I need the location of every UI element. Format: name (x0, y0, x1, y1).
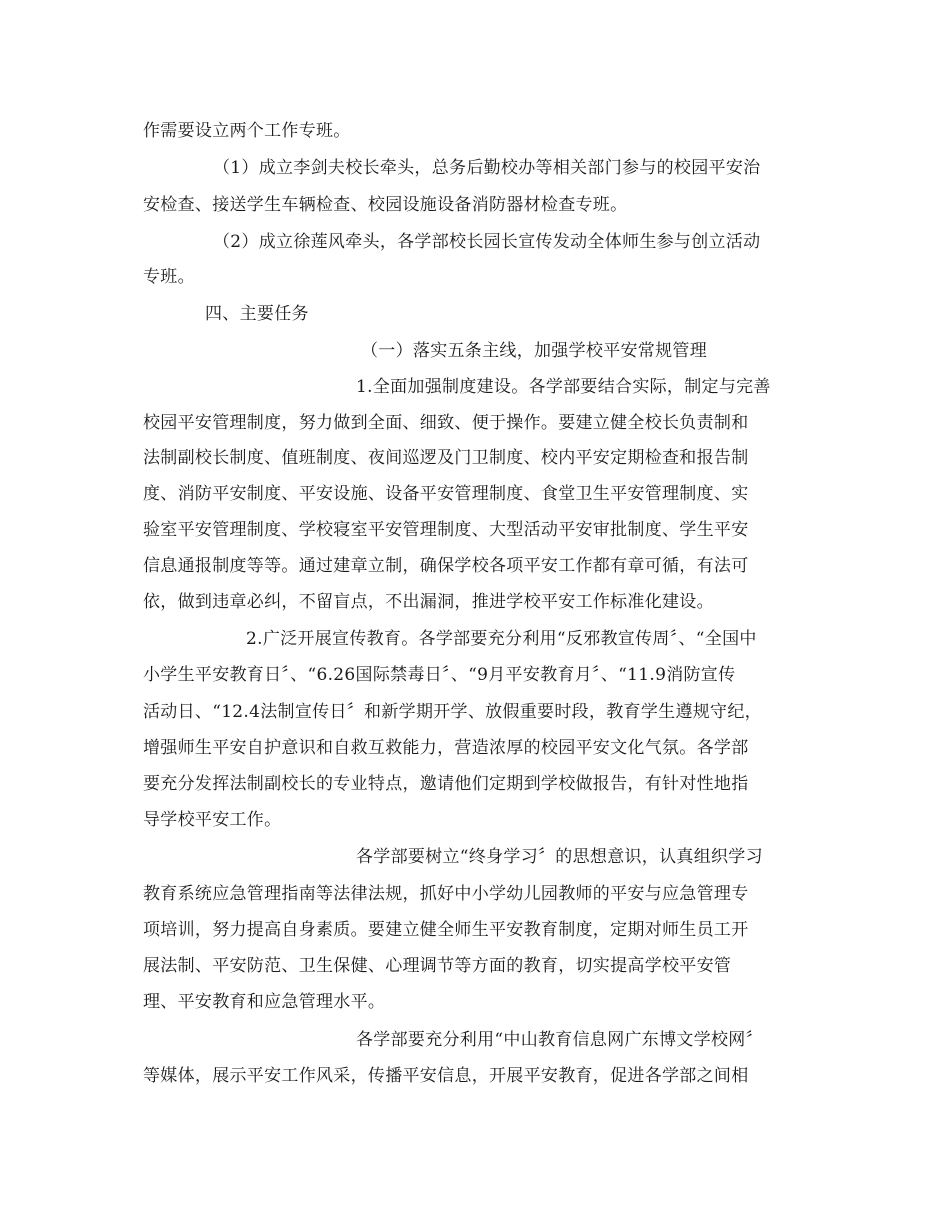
text-line: 专班。 (143, 267, 195, 287)
subsection-heading: （一）落实五条主线，加强学校平安常规管理 (361, 341, 707, 361)
text-line: 校园平安管理制度，努力做到全面、细致、便于操作。要建立健全校长负责制和 (143, 413, 749, 433)
text-line: 增强师生平安自护意识和自救互救能力，营造浓厚的校园平安文化气氛。各学部 (143, 738, 749, 758)
text-line: 项培训，努力提高自身素质。要建立健全师生平安教育制度，定期对师生员工开 (143, 920, 749, 940)
text-line: 活动日、“12.4法制宣传日〞和新学期开学、放假重要时段，教育学生遵规守纪， (143, 702, 762, 722)
text-line: 导学校平安工作。 (143, 810, 282, 830)
text-line: （2）成立徐莲风牵头，各学部校长园长宣传发动全体师生参与创立活动 (213, 232, 761, 252)
section-heading: 四、主要任务 (205, 304, 309, 324)
text-line: 各学部要充分利用“中山教育信息网广东博文学校网〞 (356, 1030, 763, 1050)
text-line: 作需要设立两个工作专班。 (143, 121, 351, 141)
text-line: 教育系统应急管理指南等法律法规，抓好中小学幼儿园教师的平安与应急管理专 (143, 884, 749, 904)
text-line: 1.全面加强制度建设。各学部要结合实际，制定与完善 (356, 377, 771, 397)
text-line: 要充分发挥法制副校长的专业特点，邀请他们定期到学校做报告，有针对性地指 (143, 774, 749, 794)
text-line: 小学生平安教育日〞、“6.26国际禁毒日〞、“9月平安教育月〞、“11.9消防宣传 (143, 665, 736, 685)
text-line: 安检查、接送学生车辆检查、校园设施设备消防器材检查专班。 (143, 195, 628, 215)
text-line: 各学部要树立“终身学习〞的思想意识，认真组织学习 (356, 847, 763, 867)
text-line: 验室平安管理制度、学校寝室平安管理制度、大型活动平安审批制度、学生平安 (143, 520, 749, 540)
text-line: 度、消防平安制度、平安设施、设备平安管理制度、食堂卫生平安管理制度、实 (143, 484, 749, 504)
text-line: 法制副校长制度、值班制度、夜间巡逻及门卫制度、校内平安定期检查和报告制 (143, 448, 749, 468)
text-line: 等媒体，展示平安工作风采，传播平安信息，开展平安教育，促进各学部之间相 (143, 1066, 749, 1086)
text-line: （1）成立李剑夫校长牵头，总务后勤校办等相关部门参与的校园平安治 (213, 158, 761, 178)
text-line: 信息通报制度等等。通过建章立制，确保学校各项平安工作都有章可循，有法可 (143, 556, 749, 576)
text-line: 依，做到违章必纠，不留盲点，不出漏洞，推进学校平安工作标准化建设。 (143, 592, 714, 612)
text-line: 2.广泛开展宣传教育。各学部要充分利用“反邪教宣传周〞、“全国中 (246, 629, 757, 649)
text-line: 理、平安教育和应急管理水平。 (143, 992, 386, 1012)
text-line: 展法制、平安防范、卫生保健、心理调节等方面的教育，切实提高学校平安管 (143, 956, 732, 976)
